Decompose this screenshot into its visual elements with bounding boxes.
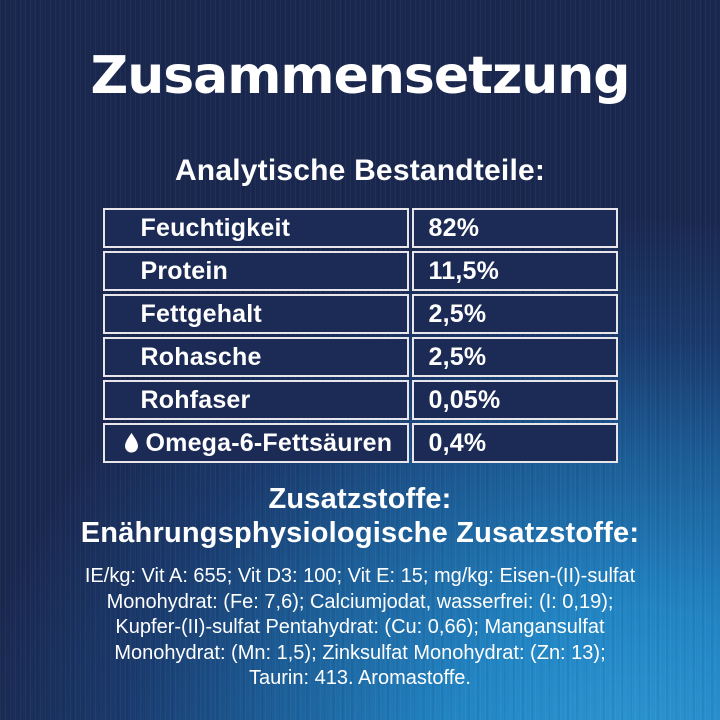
additives-line: IE/kg: Vit A: 655; Vit D3: 100; Vit E: 15; mg/kg: Eisen-(II)-sulfat [84, 565, 636, 587]
nutrient-value: 82% [412, 208, 618, 248]
page-title: Zusammensetzung [90, 46, 630, 106]
additives-details [85, 564, 635, 692]
additives-heading-line2: Enährungsphysiologische Zusatzstoffe: [80, 517, 640, 549]
nutrient-value: 0,05% [412, 380, 618, 420]
table-row [103, 337, 618, 377]
droplet-icon [122, 431, 141, 456]
nutrient-label-cell [103, 423, 409, 463]
table-row [103, 380, 618, 420]
nutrient-value: 2,5% [412, 337, 618, 377]
nutrient-label-cell [103, 337, 409, 377]
nutrient-value: 0,4% [412, 423, 618, 463]
nutrient-label: Omega-6-Fettsäuren [145, 428, 393, 457]
additives-line: Monohydrat: (Fe: 7,6); Calciumjodat, wasserfrei: (I: 0,19); [106, 590, 614, 613]
additives-heading-line1: Zusatzstoffe: [268, 483, 452, 515]
table-row [103, 208, 618, 248]
additives-heading [81, 482, 639, 550]
analytical-components-heading: Analytische Bestandteile: [174, 154, 546, 187]
nutrient-label: Rohfaser [140, 385, 251, 414]
additives-line: Kupfer-(II)-sulfat Pentahydrat: (Cu: 0,66); Mangansulfat [115, 616, 605, 638]
nutrient-label-cell [103, 294, 409, 334]
nutrient-label: Rohasche [140, 342, 262, 371]
additives-line: Taurin: 413. Aromastoffe. [249, 667, 471, 689]
nutrient-label: Protein [140, 256, 229, 285]
nutrient-value: 2,5% [412, 294, 618, 334]
table-row [103, 423, 618, 463]
analytical-components-table [103, 208, 618, 463]
nutrient-value: 11,5% [412, 251, 618, 291]
nutrient-label-cell [103, 380, 409, 420]
nutrient-label-cell [103, 251, 409, 291]
nutrient-label: Feuchtigkeit [140, 213, 291, 242]
table-row [103, 251, 618, 291]
additives-line: Monohydrat: (Mn: 1,5); Zinksulfat Monohydrat: (Zn: 13); [114, 641, 606, 664]
nutrient-label: Fettgehalt [140, 299, 262, 328]
table-row [103, 294, 618, 334]
nutrient-label-cell [103, 208, 409, 248]
